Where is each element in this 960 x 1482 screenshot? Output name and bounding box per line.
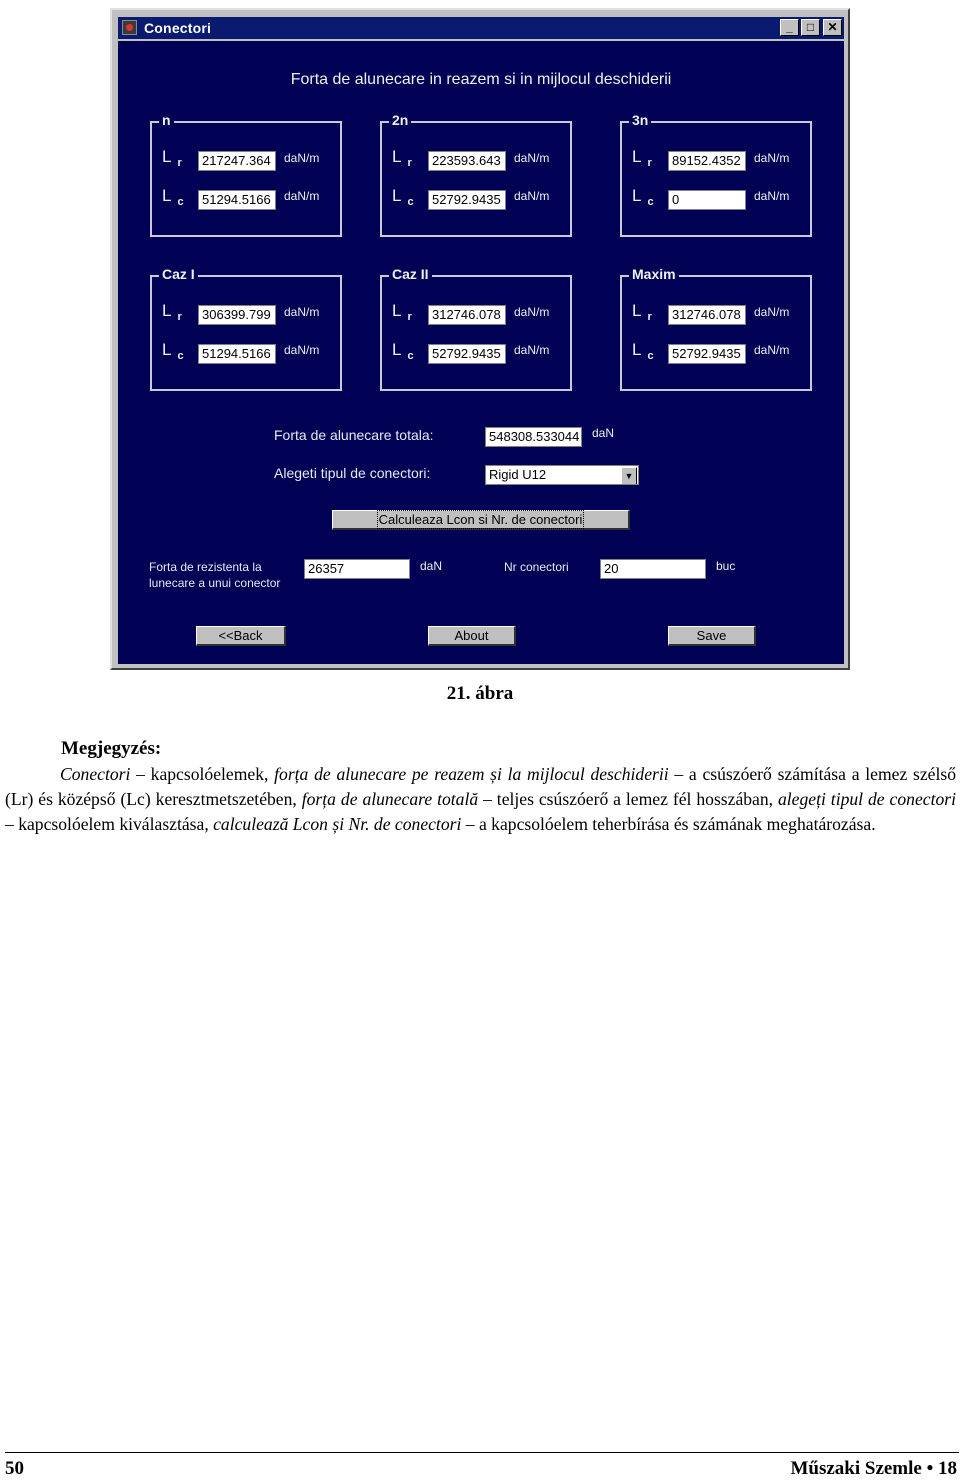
label-lc: L $_c$ — [162, 340, 184, 362]
lr-field[interactable]: 306399.799 — [198, 305, 276, 325]
group-maxim — [620, 266, 812, 391]
maximize-button[interactable]: □ — [801, 19, 820, 36]
unit-label: daN/m — [754, 343, 790, 357]
connector-type-value: Rigid U12 — [489, 467, 547, 482]
resistance-unit: daN — [420, 559, 443, 573]
group-3n — [620, 112, 812, 237]
save-button[interactable]: Save — [668, 626, 756, 646]
unit-label: daN/m — [284, 189, 320, 203]
unit-label: daN/m — [754, 189, 790, 203]
unit-label: daN/m — [754, 305, 790, 319]
label-lr: L $_r$ — [162, 301, 182, 323]
group-title: Maxim — [629, 266, 679, 282]
total-force-field[interactable]: 548308.533044 — [485, 427, 582, 447]
lr-field[interactable]: 223593.643 — [428, 151, 506, 171]
unit-label: daN/m — [284, 305, 320, 319]
lc-field[interactable]: 52792.9435 — [428, 190, 506, 210]
label-lr: L $_r$ — [632, 301, 652, 323]
unit-label: daN/m — [514, 305, 550, 319]
form-heading: Forta de alunecare in reazem si in mijlocul deschiderii — [290, 71, 672, 88]
total-force-unit: daN — [592, 426, 615, 440]
label-lr: L $_r$ — [392, 301, 412, 323]
label-lc: L $_c$ — [162, 186, 184, 208]
unit-label: daN/m — [754, 151, 790, 165]
form-client-area — [118, 41, 844, 664]
lr-field[interactable]: 89152.4352 — [668, 151, 746, 171]
lr-field[interactable]: 312746.078 — [668, 305, 746, 325]
group-title: 2n — [389, 112, 411, 128]
group-n — [150, 112, 342, 237]
group-title: 3n — [629, 112, 651, 128]
chevron-down-icon[interactable]: ▼ — [621, 467, 637, 485]
resistance-field[interactable]: 26357 — [304, 559, 410, 579]
unit-label: daN/m — [284, 151, 320, 165]
note-text: Conectori – kapcsolóelemek, forța de alunecare pe reazem și la mijlocul deschiderii – a csúszóerő számítása a lemez szélső (Lr) és középső (Lc) keresztmetszetében, forța de alunecare totală – teljes csúszóerő a lemez fél hosszában, alegeți tipul de conectori – kapcsolóelem kiválasztása, calculează Lcon și Nr. de conectori – a kapcsolóelem teherbírása és számának meghatározása. — [5, 764, 956, 834]
note-title: Megjegyzés: — [61, 738, 162, 759]
lc-field[interactable]: 51294.5166 — [198, 344, 276, 364]
total-force-label: Forta de alunecare totala: — [274, 427, 434, 443]
unit-label: daN/m — [514, 189, 550, 203]
label-lc: L $_c$ — [392, 186, 414, 208]
label-lr: L $_r$ — [162, 147, 182, 169]
unit-label: daN/m — [514, 343, 550, 357]
lc-field[interactable]: 52792.9435 — [428, 344, 506, 364]
group-2n — [380, 112, 572, 237]
about-button[interactable]: About — [428, 626, 516, 646]
label-lc: L $_c$ — [392, 340, 414, 362]
close-button[interactable]: ✕ — [823, 19, 842, 36]
lc-field[interactable]: 51294.5166 — [198, 190, 276, 210]
group-caz-ii — [380, 266, 572, 391]
lc-field[interactable]: 0 — [668, 190, 746, 210]
minimize-button[interactable]: _ — [780, 19, 799, 36]
app-icon — [122, 20, 137, 35]
group-title: Caz I — [159, 266, 198, 282]
group-title: n — [159, 112, 174, 128]
lr-field[interactable]: 217247.364 — [198, 151, 276, 171]
unit-label: daN/m — [284, 343, 320, 357]
lc-field[interactable]: 52792.9435 — [668, 344, 746, 364]
conectori-window — [110, 8, 850, 670]
journal-name: Műszaki Szemle • 18 — [790, 1458, 957, 1479]
figure-caption: 21. ábra — [446, 683, 514, 704]
calculate-button[interactable]: Calculeaza Lcon si Nr. de conectori — [332, 510, 630, 530]
resistance-label: Forta de rezistenta la lunecare a unui conector — [149, 560, 281, 590]
back-button[interactable]: <<Back — [196, 626, 286, 646]
connector-count-unit: buc — [716, 559, 736, 573]
group-caz-i — [150, 266, 342, 391]
connector-count-label: Nr conectori — [504, 560, 569, 574]
lr-field[interactable]: 312746.078 — [428, 305, 506, 325]
group-title: Caz II — [389, 266, 432, 282]
footer-rule — [5, 1452, 959, 1453]
label-lc: L $_c$ — [632, 340, 654, 362]
label-lc: L $_c$ — [632, 186, 654, 208]
page-number: 50 — [5, 1458, 24, 1479]
label-lr: L $_r$ — [392, 147, 412, 169]
connector-type-select[interactable] — [485, 465, 639, 485]
note-paragraph — [5, 762, 956, 837]
title-bar[interactable] — [118, 17, 844, 39]
label-lr: L $_r$ — [632, 147, 652, 169]
window-title: Conectori — [144, 20, 212, 36]
connector-type-label: Alegeti tipul de conectori: — [274, 465, 431, 481]
unit-label: daN/m — [514, 151, 550, 165]
connector-count-field[interactable]: 20 — [600, 559, 706, 579]
